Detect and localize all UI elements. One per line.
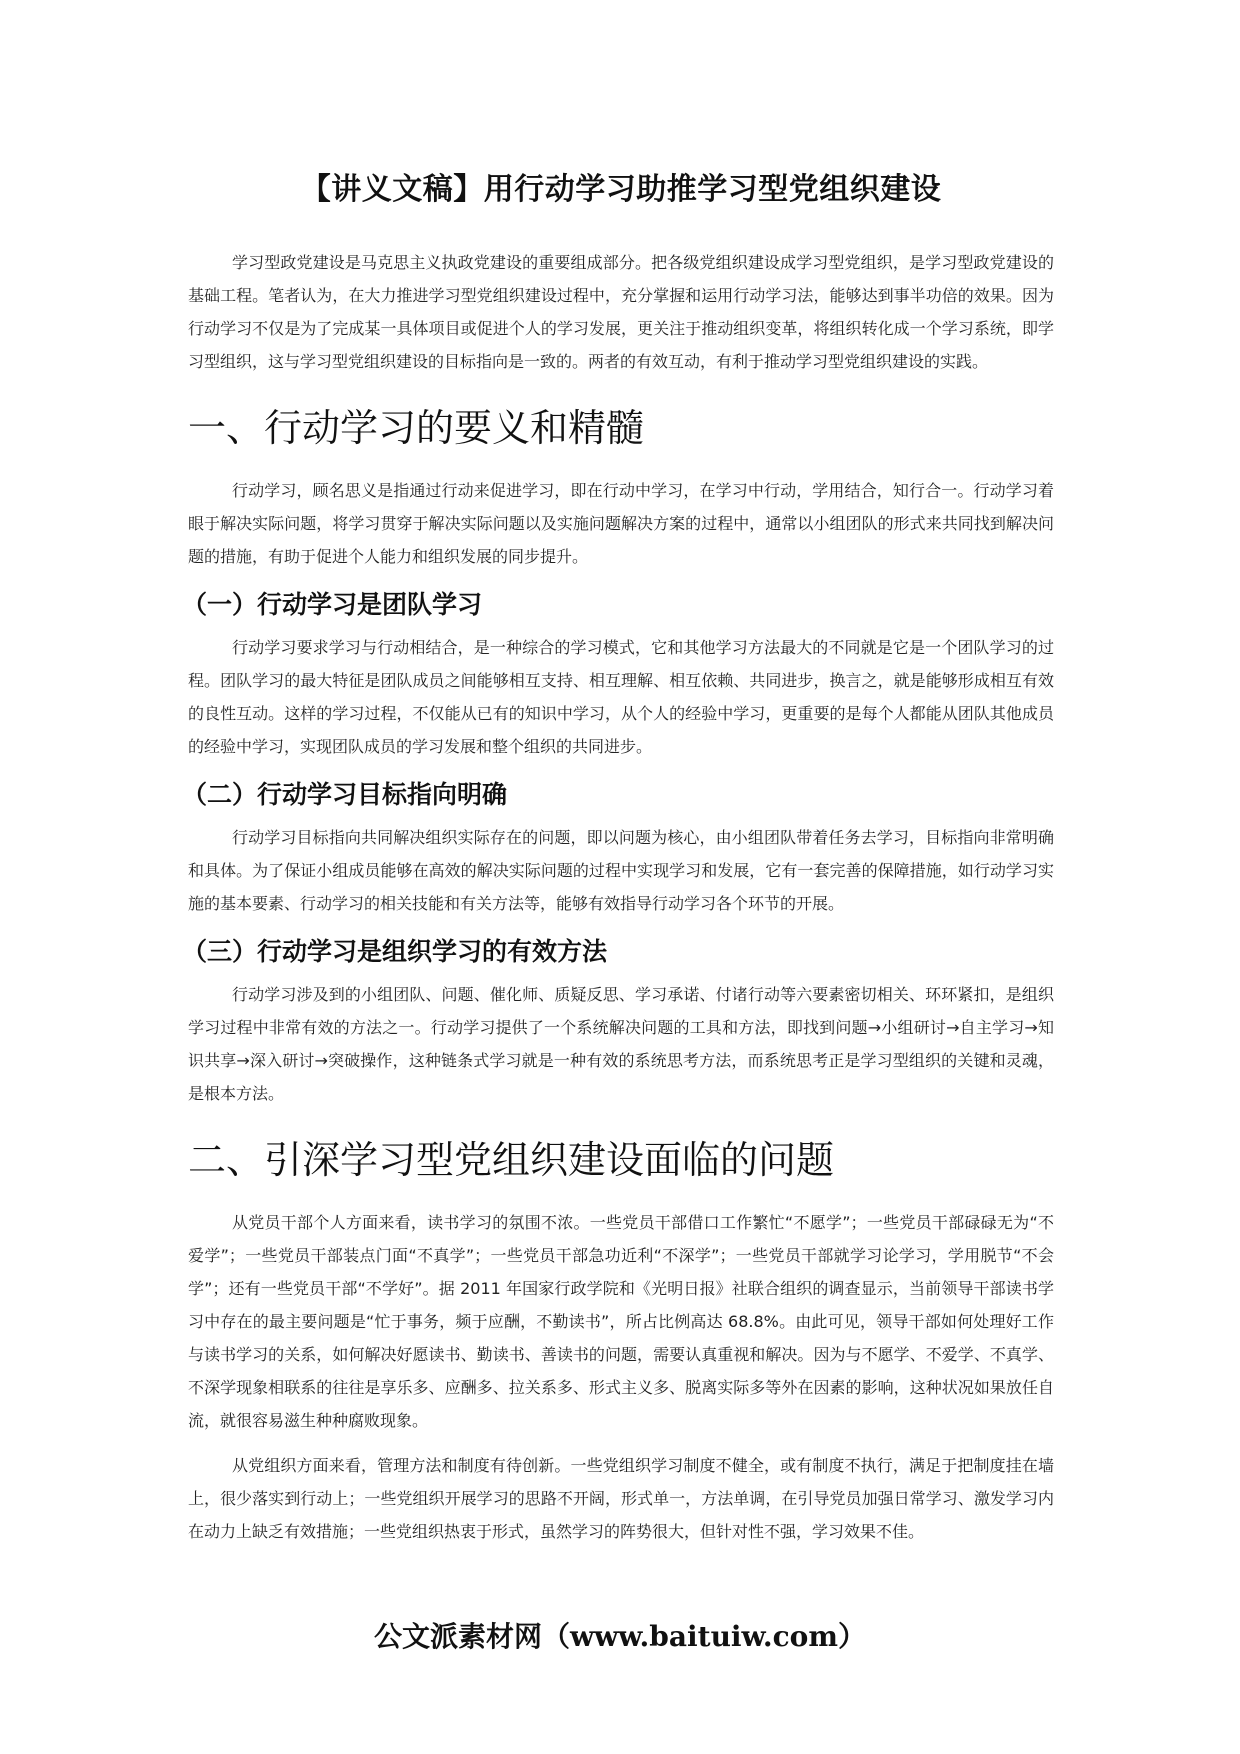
subsection-2-heading: （二）行动学习目标指向明确	[182, 780, 508, 809]
subsection-1-heading: （一）行动学习是团队学习	[182, 590, 483, 619]
document-title: 【讲义文稿】用行动学习助推学习型党组织建设	[300, 172, 942, 207]
section-1-heading: 一、行动学习的要义和精髓	[188, 406, 645, 450]
document-page	[182, 170, 1054, 1560]
section-2-paragraph-1: 从党员干部个人方面来看，读书学习的氛围不浓。一些党员干部借口工作繁忙“不愿学”；一些党员干部碌碌无为“不爱学”；一些党员干部装点门面“不真学”；一些党员干部急功近利“不深学”；一些党员干部就学习论学习，学用脱节“不会学”；还有一些党员干部“不学好”。据 2011 年国家行政学院和《光明日报》社联合组织的调查显示，当前领导干部读书学习中存在的最主要问题是“忙于事务，频于应酬，不勤读书”，所占比例高达 68.8%。由此可见，领导干部如何处理好工作与读书学习的关系，如何解决好愿读书、勤读书、善读书的问题，需要认真重视和解决。因为与不愿学、不爱学、不真学、不深学现象相联系的往往是享乐多、应酬多、拉关系多、形式主义多、脱离实际多等外在因素的影响，这种状况如果放任自流，就很容易滋生种种腐败现象。	[188, 1213, 1054, 1430]
subsection-2-paragraph: 行动学习目标指向共同解决组织实际存在的问题，即以问题为核心，由小组团队带着任务去学习，目标指向非常明确和具体。为了保证小组成员能够在高效的解决实际问题的过程中实现学习和发展，它有一套完善的保障措施，如行动学习实施的基本要素、行动学习的相关技能和有关方法等，能够有效指导行动学习各个环节的开展。	[188, 828, 1054, 913]
subsection-3-heading: （三）行动学习是组织学习的有效方法	[182, 937, 608, 966]
footer-watermark: 公文派素材网（www.baituiw.com）	[374, 1620, 866, 1653]
subsection-1-paragraph: 行动学习要求学习与行动相结合，是一种综合的学习模式，它和其他学习方法最大的不同就是它是一个团队学习的过程。团队学习的最大特征是团队成员之间能够相互支持、相互理解、相互依赖、共同进步，换言之，就是能够形成相互有效的良性互动。这样的学习过程，不仅能从已有的知识中学习，从个人的经验中学习，更重要的是每个人都能从团队其他成员的经验中学习，实现团队成员的学习发展和整个组织的共同进步。	[188, 638, 1054, 756]
intro-paragraph: 学习型政党建设是马克思主义执政党建设的重要组成部分。把各级党组织建设成学习型党组织，是学习型政党建设的基础工程。笔者认为，在大力推进学习型党组织建设过程中，充分掌握和运用行动学习法，能够达到事半功倍的效果。因为行动学习不仅是为了完成某一具体项目或促进个人的学习发展，更关注于推动组织变革，将组织转化成一个学习系统，即学习型组织，这与学习型党组织建设的目标指向是一致的。两者的有效互动，有利于推动学习型党组织建设的实践。	[188, 253, 1054, 371]
section-2-heading: 二、引深学习型党组织建设面临的问题	[188, 1138, 835, 1182]
section-1-paragraph: 行动学习，顾名思义是指通过行动来促进学习，即在行动中学习，在学习中行动，学用结合，知行合一。行动学习着眼于解决实际问题，将学习贯穿于解决实际问题以及实施问题解决方案的过程中，通常以小组团队的形式来共同找到解决问题的措施，有助于促进个人能力和组织发展的同步提升。	[188, 481, 1054, 566]
section-2-paragraph-2: 从党组织方面来看，管理方法和制度有待创新。一些党组织学习制度不健全，或有制度不执行，满足于把制度挂在墙上，很少落实到行动上；一些党组织开展学习的思路不开阔，形式单一，方法单调，在引导党员加强日常学习、激发学习内在动力上缺乏有效措施；一些党组织热衷于形式，虽然学习的阵势很大，但针对性不强，学习效果不佳。	[188, 1456, 1054, 1541]
subsection-3-paragraph: 行动学习涉及到的小组团队、问题、催化师、质疑反思、学习承诺、付诸行动等六要素密切相关、环环紧扣，是组织学习过程中非常有效的方法之一。行动学习提供了一个系统解决问题的工具和方法，即找到问题→小组研讨→自主学习→知识共享→深入研讨→突破操作，这种链条式学习就是一种有效的系统思考方法，而系统思考正是学习型组织的关键和灵魂，是根本方法。	[188, 985, 1054, 1103]
